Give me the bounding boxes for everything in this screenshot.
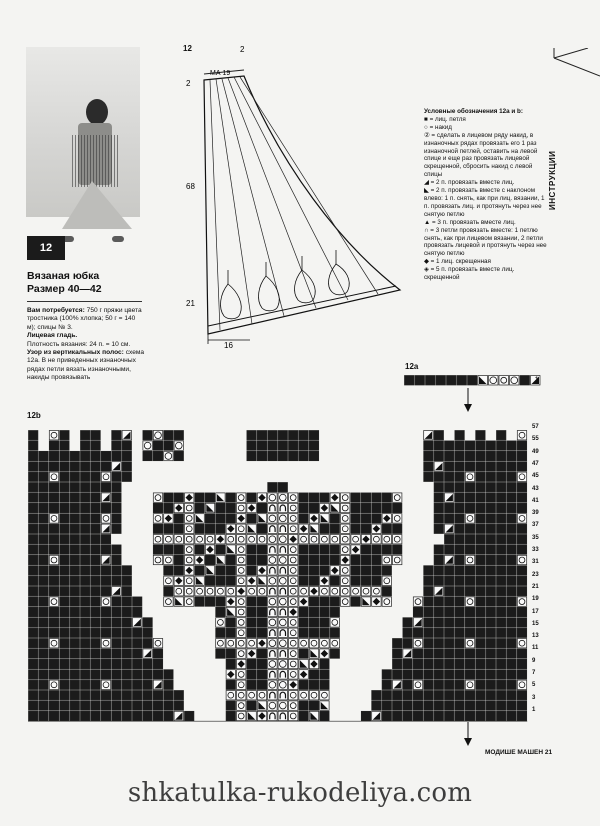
chart-12a-row-number: 1	[535, 377, 539, 383]
chart-12a	[404, 374, 550, 388]
legend-item: ◣ = 2 п. провязать вместе с наклоном влево: 1 п. снять, как при лиц. вязании, 1 п. провязать лиц. и протянуть через нее снятую петлю	[424, 187, 545, 218]
chart-12b	[28, 424, 530, 724]
skirt-height: 68	[186, 182, 195, 191]
row-number: 21	[532, 583, 539, 590]
legend-item: ◈ = 5 п. провязать вместе лиц. скрещенной	[424, 266, 515, 282]
row-number: 5	[532, 682, 536, 689]
row-number: 19	[532, 596, 539, 603]
up-triangle-icon: ▲	[424, 218, 432, 226]
row-number: 47	[532, 460, 539, 467]
figure-badge: 12	[27, 236, 65, 260]
instructions-para: Вам потребуется: 750 г пряжи цвета тростника (100% хлопка; 50 г = 140 м); спицы № 3.	[27, 307, 142, 331]
pattern-title	[27, 270, 102, 296]
row-number: 45	[532, 473, 539, 480]
row-number: 31	[532, 559, 539, 566]
page-footer: МОДИШЕ МАШЕН 21	[485, 749, 553, 756]
instructions-para: Плотность вязания: 24 п. = 10 см.	[27, 340, 131, 348]
skirt-bottom-height: 21	[186, 299, 195, 308]
legend-item: ∩ = 3 петли провязать вместе: 1 петлю снять, как при лицевом вязании, 2 петли провязать лицевой и протянуть через нее снятую петлю	[424, 226, 547, 258]
filled-square-icon: ■	[424, 115, 430, 123]
site-watermark: shkatulka-rukodeliya.com	[127, 778, 473, 808]
skirt-top-width: 2	[240, 45, 245, 54]
row-number: 35	[532, 534, 539, 541]
legend-item: ▲ = 3 п. провязать вместе лиц.	[424, 218, 516, 226]
instructions-text	[27, 307, 145, 383]
legend-item: ◢ = 2 п. провязать вместе лиц.	[424, 179, 515, 187]
diamond-icon: ◆	[424, 258, 431, 266]
legend-item: ○ = накид	[424, 123, 452, 131]
model-shoe	[112, 236, 124, 242]
side-tab-text: ИНСТРУКЦИИ	[548, 150, 557, 210]
row-number: 23	[532, 571, 539, 578]
instructions-para: Лицевая гладь.	[27, 332, 78, 340]
chart-12a-label: 12a	[405, 362, 419, 371]
skirt-bottom-width: 16	[224, 341, 233, 350]
symbol-legend	[424, 108, 548, 282]
legend-item: ② = сделать в лицевом ряду накид, в изнаночных рядах провязать его 1 раз изнаночной петлей, оставить на левой спице и еще раз провязать лицевой скрещенной, сбросить накид с левой спицы	[424, 131, 538, 179]
row-number: 1	[532, 706, 536, 713]
legend-item: ◆ = 1 лиц. скрещенная	[424, 258, 491, 266]
row-number: 57	[532, 424, 539, 430]
left-triangle-icon: ◣	[424, 187, 431, 195]
row-number: 15	[532, 620, 539, 627]
model-skirt	[62, 181, 132, 229]
diamond-5-icon: ◈	[424, 266, 431, 274]
row-number: 39	[532, 510, 539, 517]
model-head	[86, 99, 108, 125]
model-photo	[26, 47, 140, 217]
title-line-1: Вязаная юбка	[27, 270, 100, 282]
row-number: 7	[532, 670, 536, 676]
row-number: 37	[532, 522, 539, 529]
row-number: 17	[532, 608, 539, 615]
circled-2-icon: ②	[424, 131, 432, 139]
row-number: 41	[532, 497, 539, 504]
arch-icon: ∩	[424, 226, 431, 234]
row-number: 3	[532, 694, 536, 701]
legend-title: Условные обозначения 12a и b:	[424, 108, 523, 115]
right-triangle-icon: ◢	[424, 179, 431, 187]
row-number: 13	[532, 633, 539, 640]
row-number: 49	[532, 448, 539, 455]
row-number: 11	[532, 645, 539, 652]
skirt-figure-label: 12	[183, 44, 192, 53]
legend-item: ■ = лиц. петля	[424, 115, 466, 123]
skirt-diagram	[180, 44, 420, 354]
row-number: 33	[532, 547, 539, 553]
skirt-band-label: МА 19	[210, 70, 231, 77]
arrow-down-icon	[462, 388, 474, 414]
title-line-2: Размер 40—42	[27, 283, 102, 295]
chart-12b-label: 12b	[27, 411, 41, 420]
title-rule	[27, 301, 142, 302]
skirt-top-left: 2	[186, 79, 191, 88]
model-fringe	[72, 135, 118, 187]
row-number: 55	[532, 436, 539, 443]
row-number: 43	[532, 485, 539, 492]
instructions-para: Узор из вертикальных полос: схема 12а. В не приведенных изнаночных рядах петли вязать изнаночными, накиды провязывать	[27, 349, 145, 382]
circle-icon: ○	[424, 123, 430, 131]
row-number: 9	[532, 657, 536, 664]
arrow-down-icon	[462, 722, 474, 748]
